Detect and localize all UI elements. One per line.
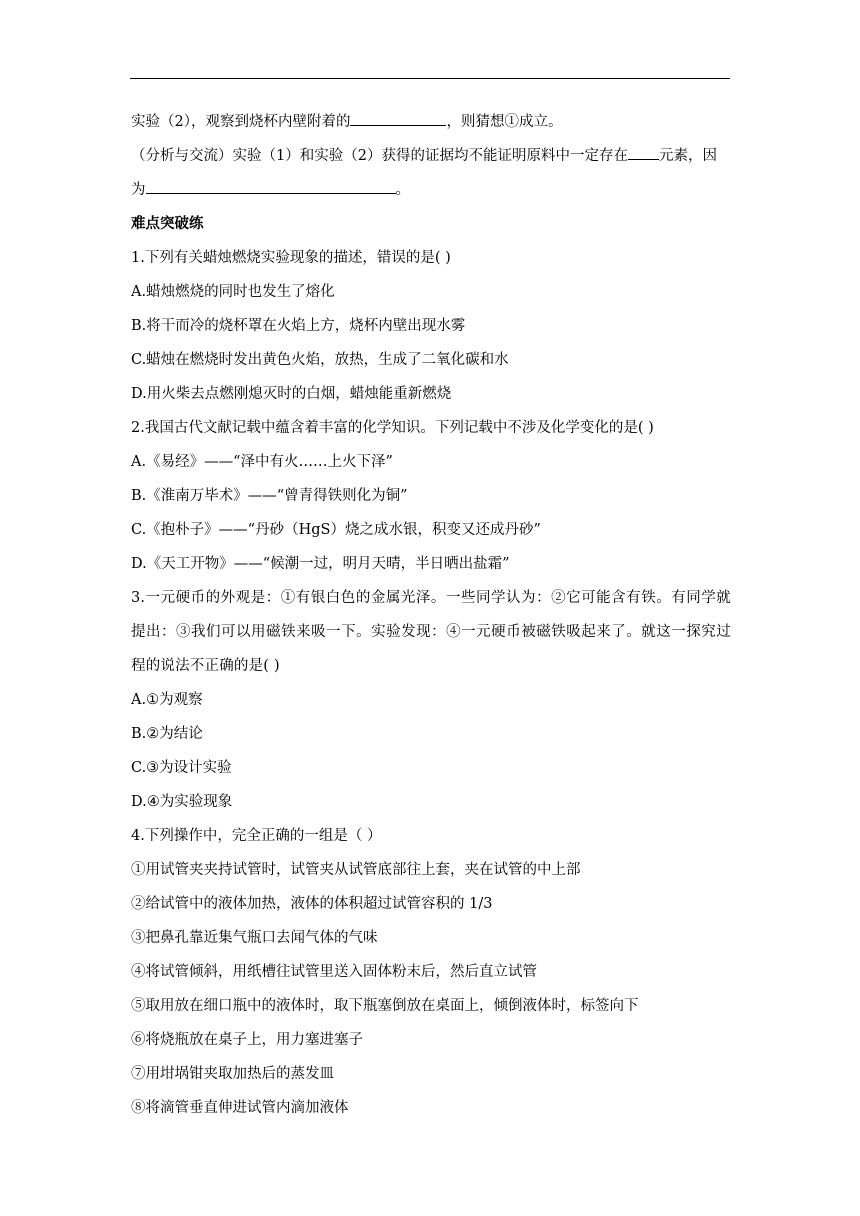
header-rule: [130, 78, 730, 79]
question-option: C.③为设计实验: [131, 760, 232, 776]
statement-item: ①用试管夹夹持试管时，试管夹从试管底部往上套，夹在试管的中上部: [131, 862, 581, 878]
statement-item: ④将试管倾斜，用纸槽往试管里送入固体粉末后，然后直立试管: [131, 964, 537, 980]
reason-line: [131, 173, 731, 207]
question-stem: 4.下列操作中，完全正确的一组是（ ）: [131, 828, 382, 844]
statement-item: ⑧将滴管垂直伸进试管内滴加液体: [131, 1100, 349, 1116]
question-option: D.用火柴去点燃刚熄灭时的白烟，蜡烛能重新燃烧: [131, 386, 452, 402]
statement-item: ⑤取用放在细口瓶中的液体时，取下瓶塞倒放在桌面上，倾倒液体时，标签向下: [131, 998, 639, 1014]
document-body: [131, 105, 731, 1125]
question-option: A.《易经》——“泽中有火……上火下泽”: [131, 454, 393, 470]
question-option: D.④为实验现象: [131, 794, 233, 810]
statement-item: ⑥将烧瓶放在桌子上，用力塞进塞子: [131, 1032, 363, 1048]
section-heading: 难点突破练: [131, 216, 204, 232]
question-option: B.将干而冷的烧杯罩在火焰上方，烧杯内壁出现水雾: [131, 318, 466, 334]
analysis-line: [131, 139, 731, 173]
statement-item: ⑦用坩埚钳夹取加热后的蒸发皿: [131, 1066, 334, 1082]
answer-blank[interactable]: [350, 111, 446, 126]
answer-blank[interactable]: [146, 179, 396, 194]
question-stem: 1.下列有关蜡烛燃烧实验现象的描述，错误的是( ): [131, 250, 451, 266]
question-option: B.《淮南万毕术》——“曾青得铁则化为铜”: [131, 488, 408, 504]
text-fragment: 为: [131, 182, 146, 198]
question-option: C.蜡烛在燃烧时发出黄色火焰，放热，生成了二氧化碳和水: [131, 352, 509, 368]
experiment-2-line: [131, 105, 731, 139]
answer-blank[interactable]: [628, 145, 659, 160]
question-stem: 2.我国古代文献记载中蕴含着丰富的化学知识。下列记载中不涉及化学变化的是( ): [131, 420, 654, 436]
question-option: A.①为观察: [131, 692, 203, 708]
text-fragment: 。: [395, 182, 410, 198]
question-option: D.《天工开物》——“候潮一过，明月天晴，半日晒出盐霜”: [131, 556, 510, 572]
text-fragment: ，则猜想①成立。: [446, 114, 563, 130]
question-option: C.《抱朴子》——“丹砂（HgS）烧之成水银，积变又还成丹砂”: [131, 522, 541, 538]
question-stem: 3.一元硬币的外观是：①有银白色的金属光泽。一些同学认为：②它可能含有铁。有同学就提出：③我们可以用磁铁来吸一下。实验发现：④一元硬币被磁铁吸起来了。就这一探究过程的说法不正确的是( ): [131, 590, 731, 674]
question-option: B.②为结论: [131, 726, 203, 742]
text-fragment: 实验（2），观察到烧杯内壁附着的: [131, 114, 351, 130]
statement-item: ③把鼻孔靠近集气瓶口去闻气体的气味: [131, 930, 378, 946]
text-fragment: （分析与交流）实验（1）和实验（2）获得的证据均不能证明原料中一定存在: [131, 148, 628, 164]
statement-item: ②给试管中的液体加热，液体的体积超过试管容积的 1/3: [131, 896, 493, 912]
question-option: A.蜡烛燃烧的同时也发生了熔化: [131, 284, 335, 300]
text-fragment: 元素，因: [658, 148, 717, 164]
